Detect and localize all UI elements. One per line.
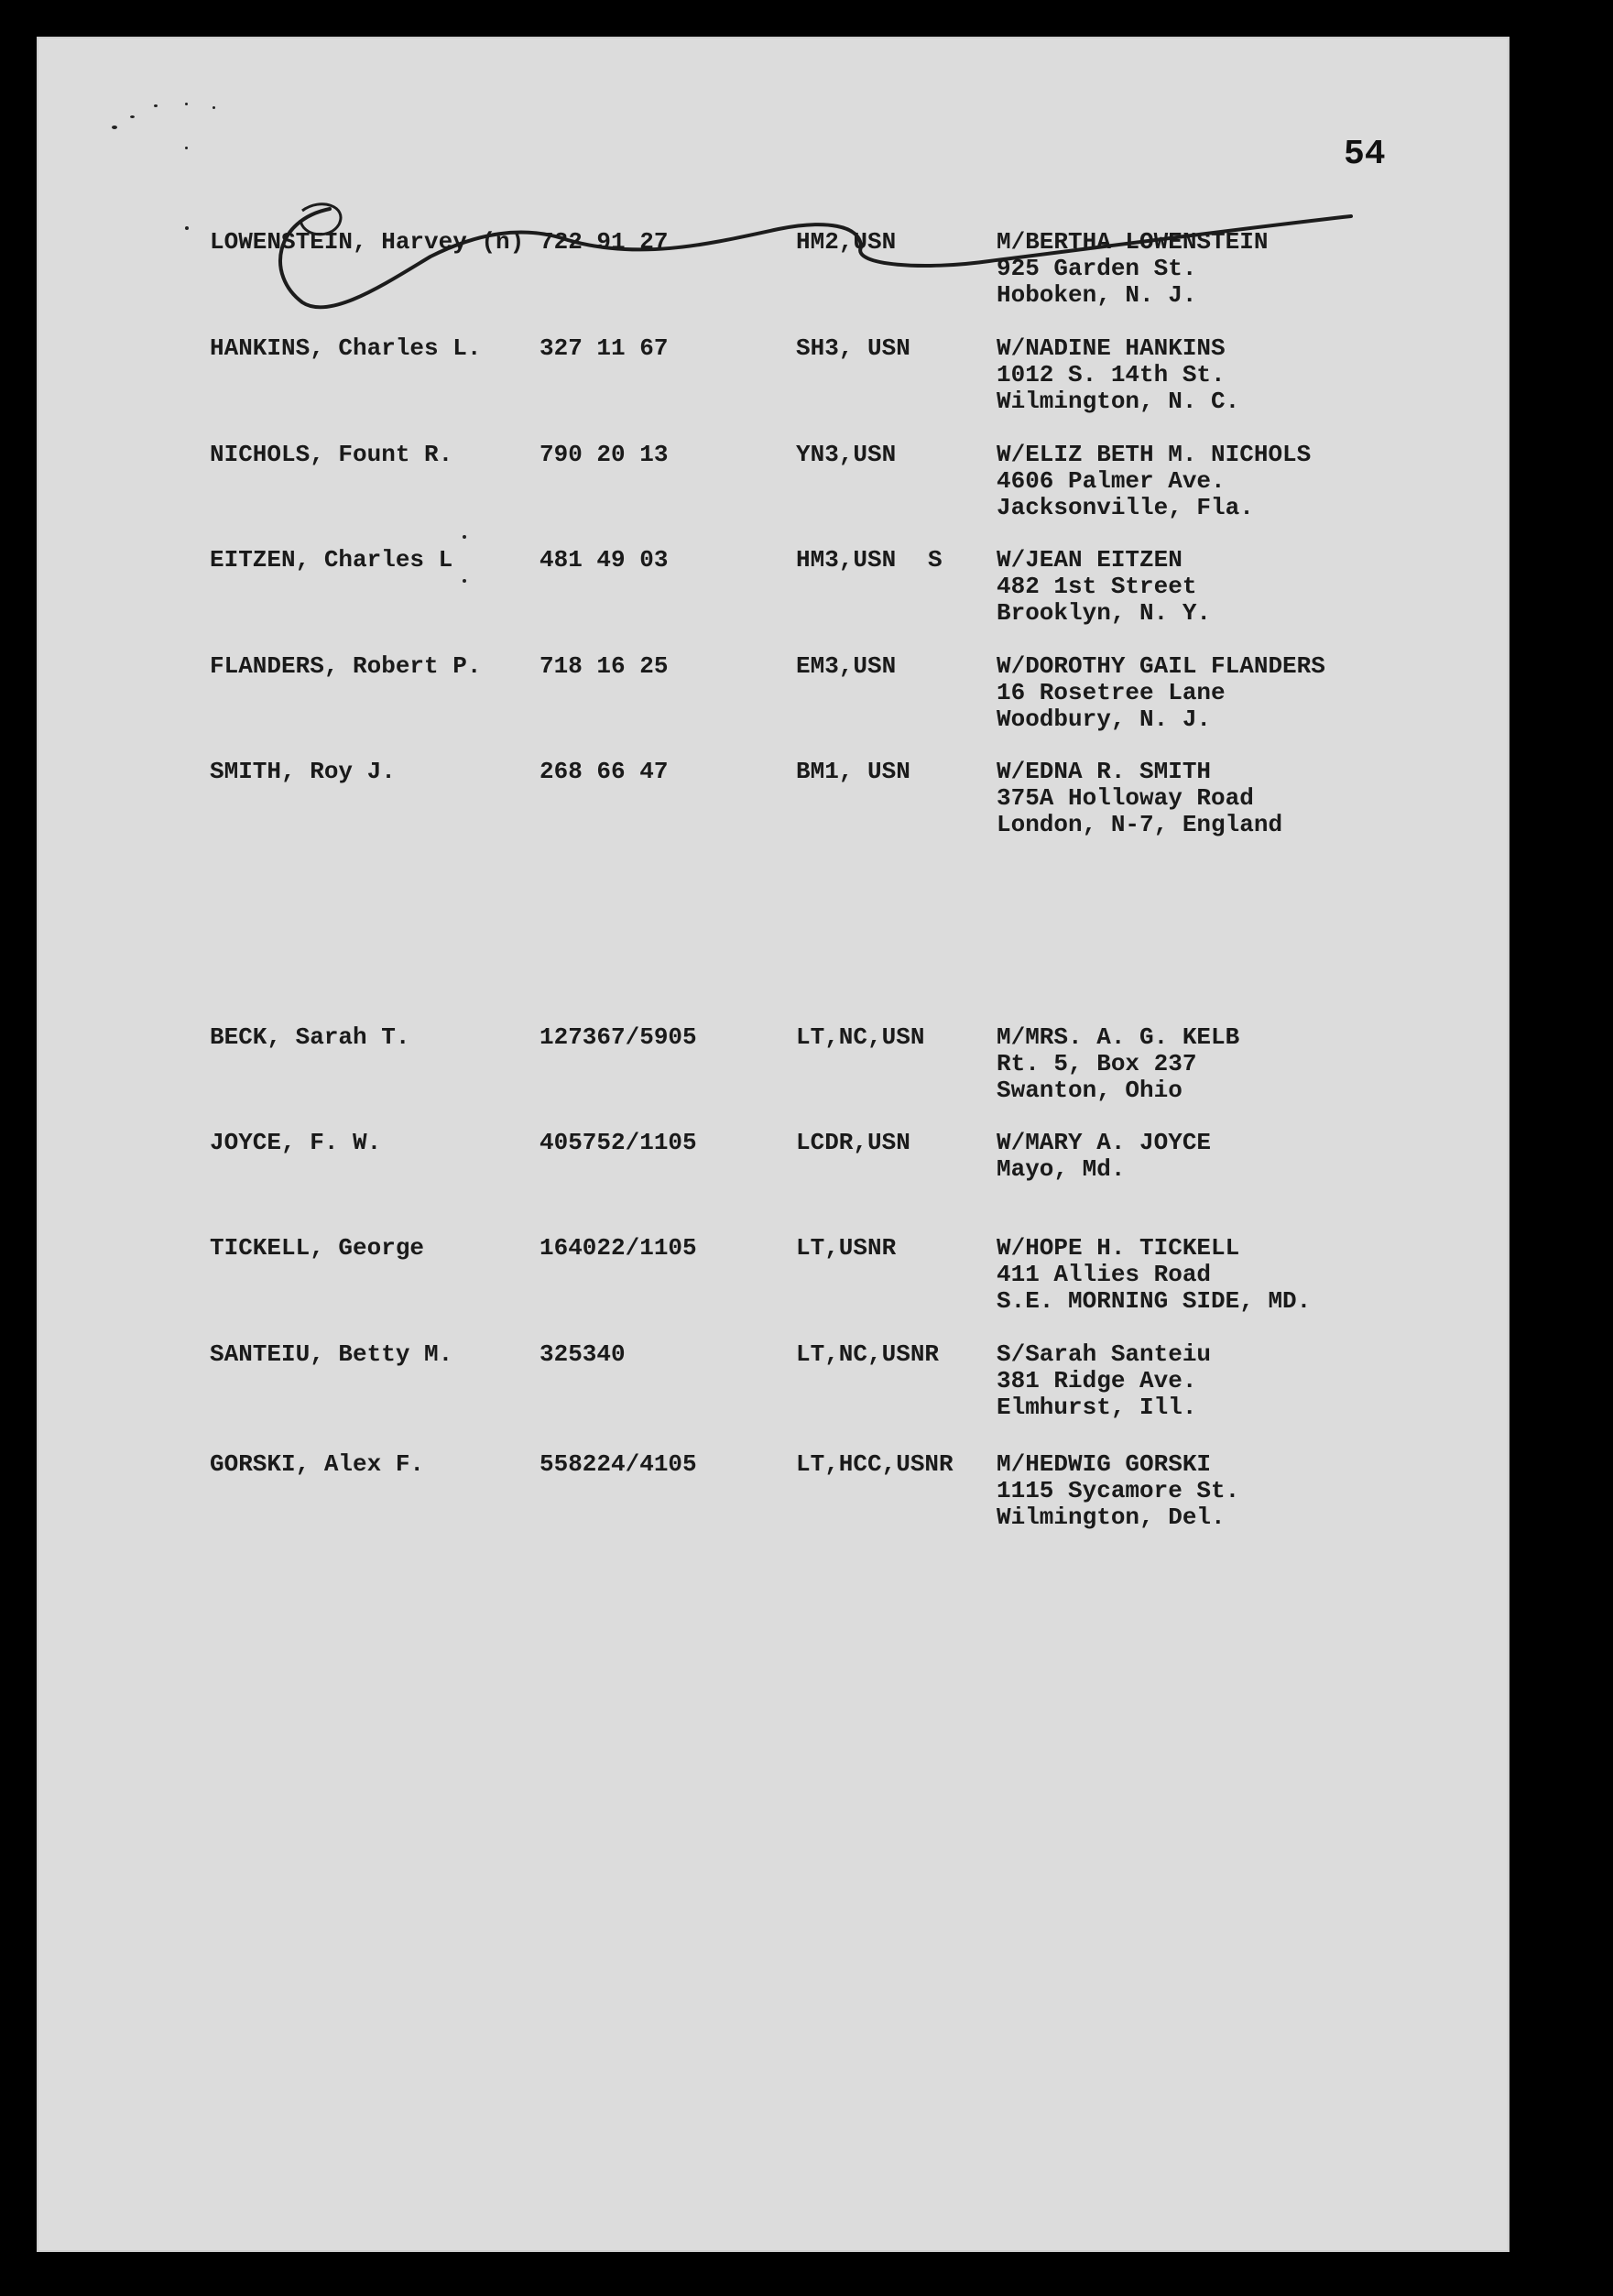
address-line: Wilmington, Del. [997,1503,1226,1531]
ink-speck [185,103,188,105]
entry-rank: YN3,USN [796,441,897,468]
personnel-entry [0,1235,1613,1336]
entry-next-of-kin-address [997,1130,1211,1183]
address-line: 4606 Palmer Ave. [997,467,1226,495]
address-line: 381 Ridge Ave. [997,1367,1197,1394]
personnel-entry [0,335,1613,436]
address-line: Wilmington, N. C. [997,388,1240,415]
entry-next-of-kin-address [997,229,1268,309]
entry-rank: HM2,USN [796,228,897,256]
address-line: W/MARY A. JOYCE [997,1129,1212,1156]
entry-rank: HM3,USN [796,546,897,574]
ink-speck [112,126,117,129]
entry-next-of-kin-address [997,335,1239,415]
address-line: M/MRS. A. G. KELB [997,1023,1240,1051]
entry-rank: SH3, USN [796,334,910,362]
personnel-entry [0,229,1613,330]
address-line: 411 Allies Road [997,1261,1212,1288]
address-line: 1012 S. 14th St. [997,361,1226,388]
entry-name: GORSKI, Alex F. [210,1450,425,1478]
entry-service-number: 481 49 03 [539,546,669,574]
personnel-entry [0,547,1613,648]
entry-service-number: 405752/1105 [539,1129,697,1156]
address-line: Woodbury, N. J. [997,705,1212,733]
personnel-entry [0,653,1613,754]
address-line: 1115 Sycamore St. [997,1477,1240,1504]
address-line: Swanton, Ohio [997,1077,1183,1104]
address-line: Hoboken, N. J. [997,281,1197,309]
personnel-entry [0,1451,1613,1552]
entry-rank: BM1, USN [796,758,910,785]
entry-next-of-kin-address [997,547,1211,627]
entry-name: HANKINS, Charles L. [210,334,482,362]
entry-name: SMITH, Roy J. [210,758,396,785]
entry-next-of-kin-address [997,653,1325,733]
ink-speck [185,147,188,149]
address-line: W/NADINE HANKINS [997,334,1226,362]
personnel-entry [0,1341,1613,1442]
address-line: Brooklyn, N. Y. [997,599,1212,627]
address-line: S/Sarah Santeiu [997,1340,1212,1368]
entry-next-of-kin-address [997,442,1311,521]
address-line: 925 Garden St. [997,255,1197,282]
entry-service-number: 325340 [539,1340,626,1368]
entry-name: TICKELL, George [210,1234,425,1262]
ink-speck [213,106,215,109]
entry-next-of-kin-address [997,759,1282,838]
page-number: 54 [1344,135,1386,174]
entry-name: JOYCE, F. W. [210,1129,382,1156]
address-line: W/JEAN EITZEN [997,546,1183,574]
entry-name: NICHOLS, Fount R. [210,441,453,468]
entry-service-number: 327 11 67 [539,334,669,362]
address-line: W/ELIZ BETH M. NICHOLS [997,441,1312,468]
entry-service-number: 268 66 47 [539,758,669,785]
entry-next-of-kin-address [997,1341,1211,1421]
entry-next-of-kin-address [997,1451,1239,1531]
entry-rank: LCDR,USN [796,1129,910,1156]
entry-rank: LT,NC,USNR [796,1340,940,1368]
entry-rank: LT,NC,USN [796,1023,925,1051]
address-line: S.E. MORNING SIDE, MD. [997,1287,1312,1315]
address-line: W/HOPE H. TICKELL [997,1234,1240,1262]
address-line: 482 1st Street [997,573,1197,600]
entry-name: FLANDERS, Robert P. [210,652,482,680]
address-line: M/HEDWIG GORSKI [997,1450,1212,1478]
address-line: London, N-7, England [997,811,1283,838]
address-line: Jacksonville, Fla. [997,494,1254,521]
entry-name: SANTEIU, Betty M. [210,1340,453,1368]
entry-rank: LT,HCC,USNR [796,1450,954,1478]
personnel-entry [0,759,1613,859]
entry-name: LOWENSTEIN, Harvey (n) [210,228,525,256]
entry-service-number: 718 16 25 [539,652,669,680]
personnel-entry [0,442,1613,542]
address-line: Elmhurst, Ill. [997,1394,1197,1421]
ink-speck [130,115,135,118]
entry-rank: LT,USNR [796,1234,897,1262]
ink-speck [154,104,158,107]
entry-extra-mark: S [928,546,943,574]
entry-service-number: 558224/4105 [539,1450,697,1478]
entry-service-number: 127367/5905 [539,1023,697,1051]
address-line: W/DOROTHY GAIL FLANDERS [997,652,1325,680]
address-line: 375A Holloway Road [997,784,1254,812]
personnel-entry [0,1024,1613,1125]
personnel-entry [0,1130,1613,1230]
address-line: W/EDNA R. SMITH [997,758,1212,785]
entry-next-of-kin-address [997,1024,1239,1104]
entry-name: BECK, Sarah T. [210,1023,410,1051]
entry-rank: EM3,USN [796,652,897,680]
entry-service-number: 722 91 27 [539,228,669,256]
address-line: 16 Rosetree Lane [997,679,1226,706]
address-line: Rt. 5, Box 237 [997,1050,1197,1077]
address-line: Mayo, Md. [997,1155,1126,1183]
address-line: M/BERTHA LOWENSTEIN [997,228,1269,256]
entry-name: EITZEN, Charles L [210,546,453,574]
entry-service-number: 164022/1105 [539,1234,697,1262]
entry-next-of-kin-address [997,1235,1311,1315]
entry-service-number: 790 20 13 [539,441,669,468]
